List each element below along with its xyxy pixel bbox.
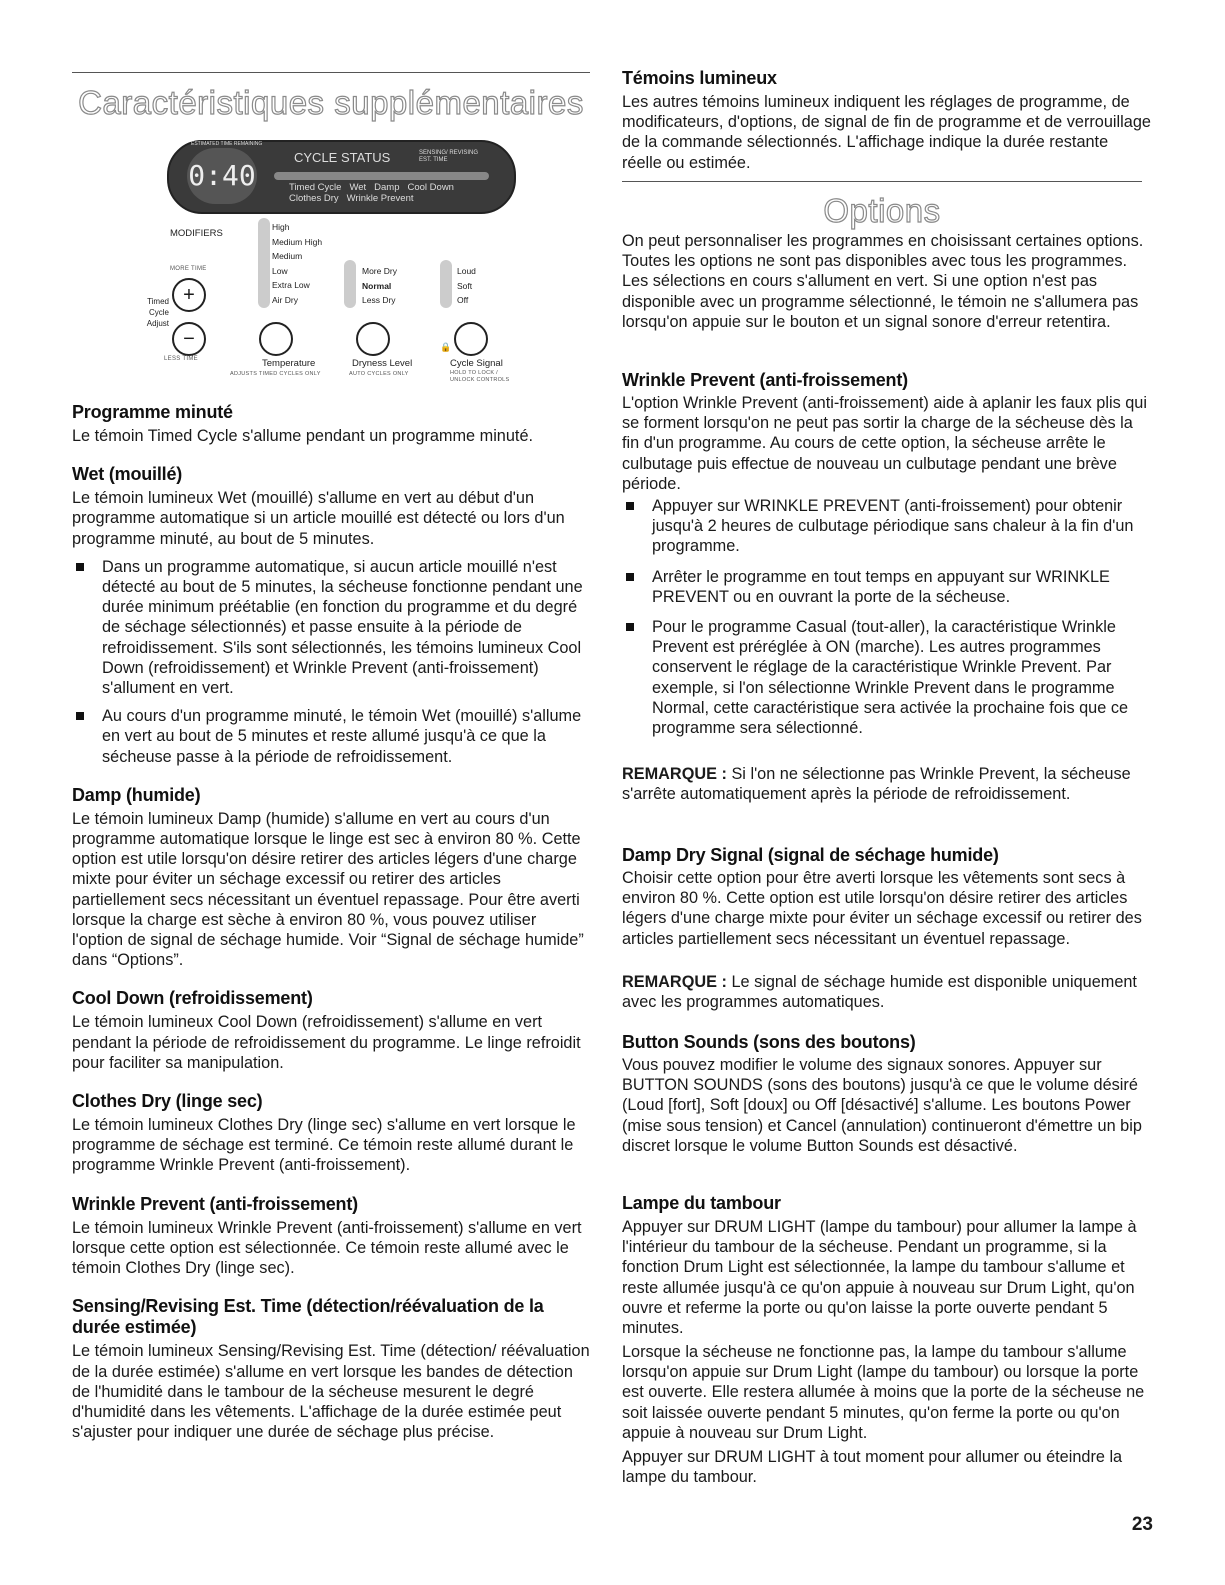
option-label: Air Dry bbox=[272, 294, 298, 305]
section bbox=[72, 464, 590, 767]
rule-right bbox=[622, 181, 1142, 182]
modifiers-label: MODIFIERS bbox=[170, 228, 223, 239]
more-time-button[interactable]: + bbox=[172, 278, 206, 312]
option-label: Medium High bbox=[272, 236, 323, 247]
section-title-options: Options bbox=[823, 192, 941, 229]
lock-icon: 🔒 bbox=[440, 342, 452, 352]
wrinkle-text: L'option Wrinkle Prevent (anti-froissement) aide à aplanir les faux plis qui se forment lorsqu'on ne peut pas sortir la charge de la sécheuse dès la fin d'un programme. Au cours de cette option, la sécheuse arrête le culbutage puis effectue de nouveau un culbutage pendant une brève période. bbox=[622, 394, 1147, 493]
status-item: Wet bbox=[349, 182, 367, 193]
section-paragraph: Le témoin lumineux Wet (mouillé) s'allume en vert au début d'un programme automatique si un article mouillé est détecté ou lors d'un programme minuté, au bout de 5 minutes. bbox=[72, 489, 565, 548]
section-heading: Programme minuté bbox=[72, 402, 233, 422]
section bbox=[72, 1194, 590, 1279]
signal-led-bar bbox=[440, 260, 452, 308]
top-rule-left bbox=[72, 72, 590, 73]
dryness-label: Dryness Level bbox=[352, 358, 413, 369]
section-heading: Wet (mouillé) bbox=[72, 464, 183, 485]
wrinkle-bullets bbox=[622, 496, 1152, 748]
timed-cycle-adjust-label bbox=[144, 296, 169, 329]
section-paragraph: Le témoin lumineux Cool Down (refroidissement) s'allume en vert pendant la période de refroidissement du programme. Le linge refroidit pour faciliter sa manipulation. bbox=[72, 1013, 581, 1072]
section-heading: Wrinkle Prevent (anti-froissement) bbox=[72, 1193, 358, 1214]
section bbox=[72, 1296, 590, 1442]
bullet-item: Pour le programme Casual (tout-aller), la caractéristique Wrinkle Prevent est préréglée à ON (marche). Les autres programmes conservent le réglage de la caractéristique Wrinkle Prevent. Par exemple, si l'on sélectionne Wrinkle Prevent dans le programme Normal, cette caractéristique sera activée la prochaine fois que ce programme sera sélectionné. bbox=[622, 617, 1152, 738]
status-item: Clothes Dry bbox=[289, 193, 339, 204]
panel-display bbox=[167, 140, 516, 214]
bullet-item: Dans un programme automatique, si aucun article mouillé n'est détecté au bout de 5 minutes, la sécheuse fonctionne pendant une durée minimum préétablie (en fonction du programme et du degré de séchage sélectionnés) et passe ensuite à la période de refroidissement. S'ils sont sélectionnés, les témoins lumineux Cool Down (refroidissement) et Wrinkle Prevent (anti-froissement) s'allument en vert. bbox=[72, 557, 590, 698]
sensing-label: SENSING/ REVISING EST. TIME bbox=[419, 150, 479, 163]
section-paragraph: Le témoin lumineux Damp (humide) s'allume en vert au cours d'un programme automatique lorsque le linge est sec à environ 80 %. Cette option est utile lorsqu'on désire retirer des articles légers d'une charge mixte pour éviter un séchage excessif ou retirer des articles partiellement secs nécessitant un éventuel repassage. Pour être averti lorsque la charge est sèche à environ 80 %, vous pouvez utiliser l'option de signal de séchage humide. Voir “Signal de séchage humide” dans “Options”. bbox=[72, 809, 584, 970]
heading-damp-dry-signal: Damp Dry Signal (signal de séchage humide) bbox=[622, 845, 999, 865]
options-intro: On peut personnaliser les programmes en choisissant certaines options. Toutes les options ne sont pas disponibles avec tous les programmes. Les sélections en cours s'allument en vert. Si une option n'est pas disponible avec un programme sélectionné, le témoin ne s'allumera pas lorsqu'on appuie sur le bouton et un signal sonore d'erreur retentira. bbox=[622, 232, 1144, 331]
temoins-text: Les autres témoins lumineux indiquent les réglages de programme, de modificateurs, d'options, de signal de fin de programme et de verrouillage de la commande sélectionnés. L'affichage indique la durée restante réelle ou estimée. bbox=[622, 93, 1151, 172]
timed-cycle-adjust-line: Cycle bbox=[148, 308, 169, 317]
page-number: 23 bbox=[1131, 1514, 1153, 1535]
est-time-label: ESTIMATED TIME REMAINING bbox=[191, 141, 263, 147]
section-heading: Cool Down (refroidissement) bbox=[72, 988, 313, 1009]
wrinkle-note bbox=[622, 764, 1152, 804]
lamp-p1: Appuyer sur DRUM LIGHT (lampe du tambour) pour allumer la lampe à l'intérieur du tambour de la sécheuse. Pendant un programme, si la fonction Drum Light est sélectionnée, la lampe du tambour s'allume et reste allumée jusqu'à ce qu'on appuie à nouveau sur Drum Light, qu'on ouvre et referme la porte ou qu'on laisse la porte ouverte pendant 5 minutes. bbox=[622, 1218, 1137, 1338]
temperature-sub: ADJUSTS TIMED CYCLES ONLY bbox=[230, 371, 321, 377]
cycle-status-label: CYCLE STATUS bbox=[294, 150, 391, 165]
option-label: Less Dry bbox=[362, 295, 396, 305]
section-paragraph: Le témoin lumineux Clothes Dry (linge sec) s'allume en vert lorsque le programme de séchage est terminé. Ce témoin reste allumé durant le programme Wrinkle Prevent (anti-froissement). bbox=[72, 1116, 576, 1175]
status-item: Cool Down bbox=[407, 182, 454, 193]
time-readout: 0:40 bbox=[187, 148, 257, 204]
bullet-list bbox=[72, 557, 590, 767]
heading-temoins: Témoins lumineux bbox=[622, 68, 777, 88]
bullet-item: Arrêter le programme en tout temps en appuyant sur WRINKLE PREVENT ou en ouvrant la porte de la sécheuse. bbox=[622, 567, 1152, 607]
control-panel-illustration bbox=[72, 130, 522, 390]
section-title-caracteristiques: Caractéristiques supplémentaires bbox=[78, 84, 584, 121]
remarque-label: REMARQUE : bbox=[622, 765, 727, 783]
option-label: Medium bbox=[272, 251, 303, 261]
section-heading: Damp (humide) bbox=[72, 784, 201, 805]
section-paragraph: Le témoin Timed Cycle s'allume pendant un programme minuté. bbox=[72, 427, 534, 445]
option-label: Normal bbox=[362, 280, 392, 291]
status-bar bbox=[274, 172, 489, 180]
temperature-label: Temperature bbox=[262, 358, 316, 369]
signal-button[interactable] bbox=[454, 322, 488, 356]
status-item: Damp bbox=[374, 182, 400, 193]
bullet-item: Au cours d'un programme minuté, le témoin Wet (mouillé) s'allume en vert au bout de 5 minutes et reste allumé jusqu'à ce que la sécheuse passe à la période de refroidissement. bbox=[72, 706, 590, 767]
dryness-options bbox=[362, 264, 397, 308]
timed-cycle-adjust-line: Adjust bbox=[146, 319, 169, 328]
section bbox=[72, 988, 590, 1073]
lamp-p3: Appuyer sur DRUM LIGHT à tout moment pour allumer ou éteindre la lampe du tambour. bbox=[622, 1448, 1123, 1487]
dryness-sub: AUTO CYCLES ONLY bbox=[349, 371, 409, 377]
left-sections bbox=[72, 402, 590, 1460]
signal-sub: HOLD TO LOCK / UNLOCK CONTROLS bbox=[450, 370, 510, 383]
temperature-options bbox=[272, 220, 322, 307]
less-time-label: LESS TIME bbox=[164, 356, 198, 362]
section-heading: Sensing/Revising Est. Time (détection/réévaluation de la durée estimée) bbox=[72, 1296, 544, 1338]
temperature-led-bar bbox=[258, 218, 270, 308]
signal-label: Cycle Signal bbox=[450, 358, 503, 369]
less-time-button[interactable]: − bbox=[172, 322, 206, 356]
damp-note bbox=[622, 972, 1152, 1012]
option-label: Soft bbox=[457, 280, 473, 291]
signal-options bbox=[457, 264, 476, 308]
button-text: Vous pouvez modifier le volume des signaux sonores. Appuyer sur BUTTON SOUNDS (sons des boutons) jusqu'à ce que le volume désiré (Loud [fort], Soft [doux] ou Off [désactivé] s'allume. Les boutons Power (mise sous tension) et Cancel (annulation) continueront d'émettre un bip discret lorsque le volume Button Sounds est désactivé. bbox=[622, 1056, 1142, 1155]
damp-note-text: Le signal de séchage humide est disponible uniquement avec les programmes automatiques. bbox=[622, 973, 1137, 1012]
remarque-label-2: REMARQUE : bbox=[622, 973, 727, 991]
section-paragraph: Le témoin lumineux Wrinkle Prevent (anti-froissement) s'allume en vert lorsque cette option est sélectionnée. Ce témoin reste allumé avec le témoin Clothes Dry (linge sec). bbox=[72, 1218, 582, 1278]
wrinkle-note-text: Si l'on ne sélectionne pas Wrinkle Prevent, la sécheuse s'arrête automatiquement après la période de refroidissement. bbox=[622, 765, 1131, 804]
section bbox=[72, 785, 590, 971]
dryness-led-bar bbox=[344, 260, 356, 308]
option-label: Off bbox=[457, 295, 469, 305]
section bbox=[72, 1091, 590, 1176]
option-label: More Dry bbox=[362, 266, 397, 276]
lamp-p2: Lorsque la sécheuse ne fonctionne pas, la lampe du tambour s'allume lorsqu'on appuie sur Drum Light (lampe du tambour) ou lorsque la porte est ouverte. Elle restera allumée à moins que la porte de la sécheuse ne soit laissée ouverte pendant 5 minutes, qu'on ferme la porte ou qu'on appuie à nouveau sur Drum Light. bbox=[622, 1343, 1145, 1442]
temperature-button[interactable] bbox=[259, 322, 293, 356]
more-time-label: MORE TIME bbox=[170, 266, 207, 272]
status-item: Timed Cycle bbox=[289, 182, 342, 193]
option-label: Loud bbox=[457, 266, 476, 276]
timed-cycle-adjust-line: Timed bbox=[147, 297, 169, 306]
option-label: High bbox=[272, 222, 290, 232]
section bbox=[72, 402, 590, 446]
option-label: Extra Low bbox=[272, 280, 310, 290]
damp-text: Choisir cette option pour être averti lorsque les vêtements sont secs à environ 80 %. Cette option est utile lorsqu'on désire retirer des articles légers d'une charge mixte pour éviter un séchage excessif ou retirer des articles partiellement secs nécessitant un éventuel repassage. bbox=[622, 869, 1142, 948]
bullet-item: Appuyer sur WRINKLE PREVENT (anti-froissement) pour obtenir jusqu'à 2 heures de culbutage périodique sans chaleur à la fin d'un programme. bbox=[622, 496, 1152, 557]
section-paragraph: Le témoin lumineux Sensing/Revising Est. Time (détection/ réévaluation de la durée estimée) s'allume en vert lorsque les bandes de détection de l'humidité dans le tambour de la sécheuse mesurent le degré d'humidité dans les vêtements. L'affichage de la durée estimée peut s'ajuster pour indiquer une durée de séchage plus précise. bbox=[72, 1342, 590, 1442]
status-items bbox=[289, 182, 509, 204]
section-heading: Clothes Dry (linge sec) bbox=[72, 1091, 263, 1112]
heading-button-sounds: Button Sounds (sons des boutons) bbox=[622, 1032, 916, 1052]
dryness-button[interactable] bbox=[356, 322, 390, 356]
status-item: Wrinkle Prevent bbox=[346, 193, 414, 204]
heading-wrinkle-prevent-option: Wrinkle Prevent (anti-froissement) bbox=[622, 370, 908, 390]
option-label: Low bbox=[272, 265, 288, 276]
heading-lampe-tambour: Lampe du tambour bbox=[622, 1193, 781, 1213]
